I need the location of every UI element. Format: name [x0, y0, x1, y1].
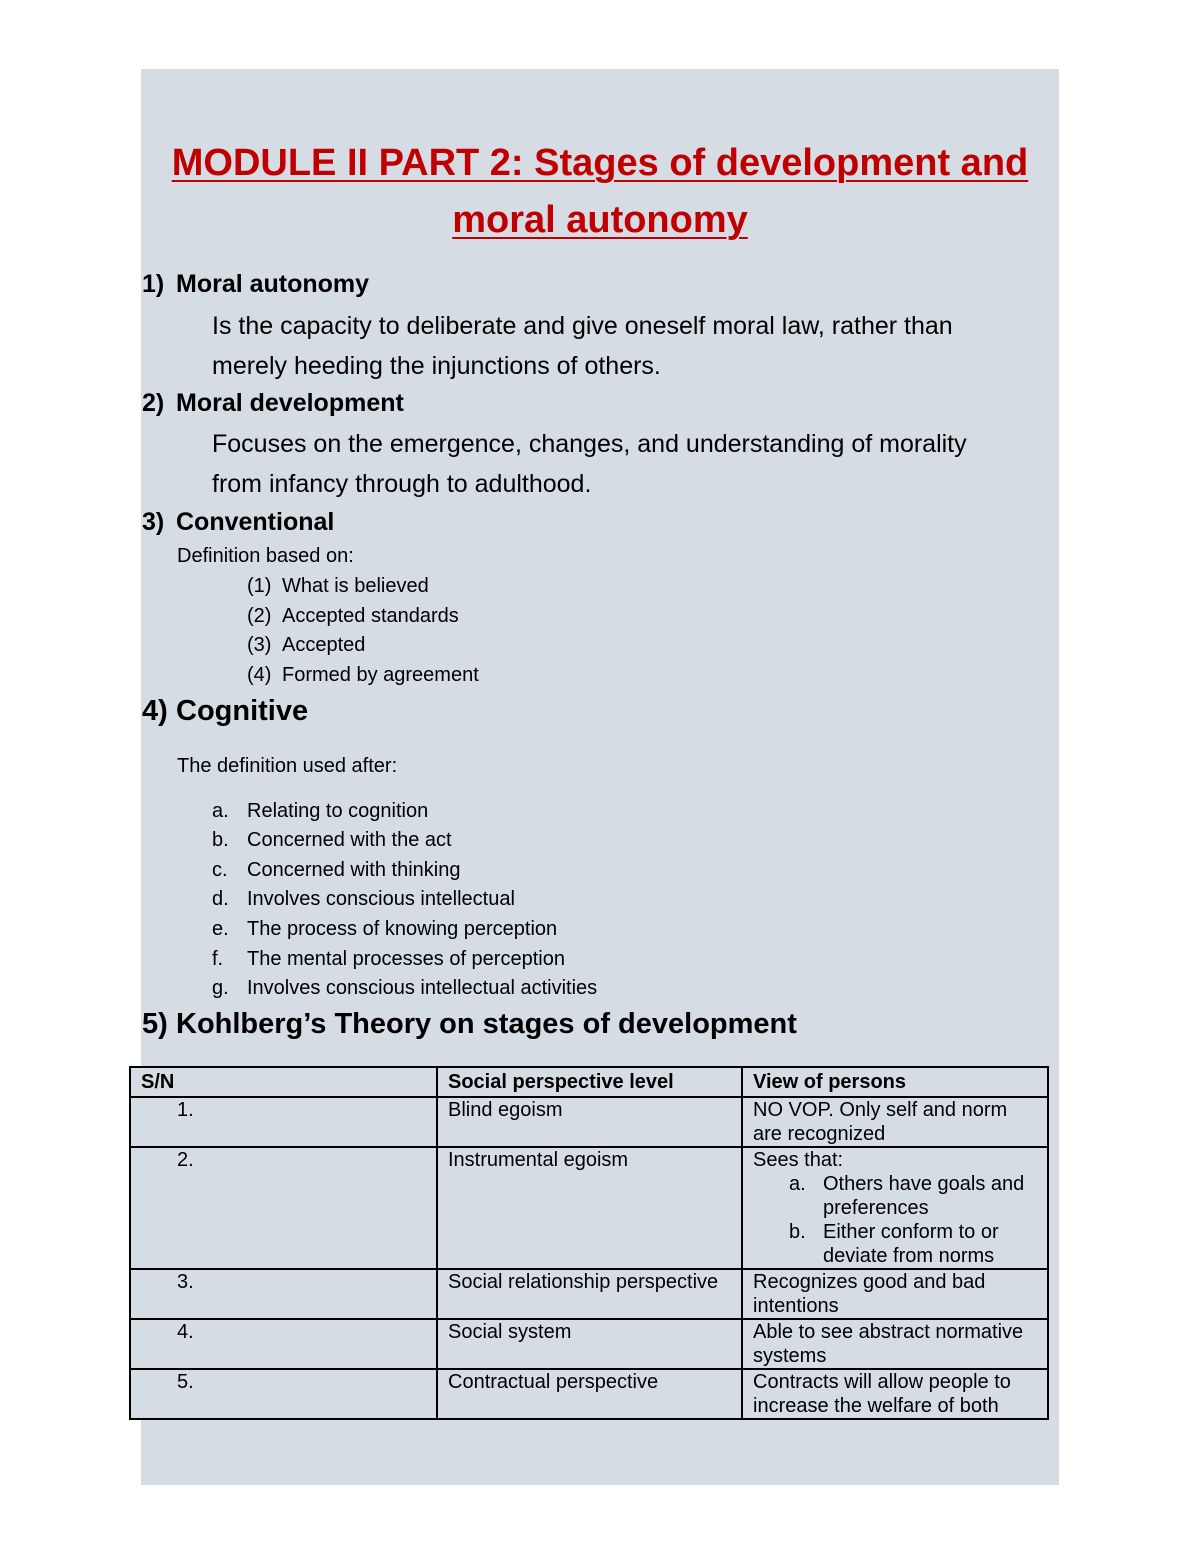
- section-1-heading: [142, 270, 369, 299]
- section-4-heading: [142, 695, 308, 728]
- list-item: (4) Formed by agreement: [247, 664, 479, 686]
- section-4-intro: The definition used after:: [177, 755, 398, 777]
- text-line: merely heeding the injunctions of others.: [212, 351, 661, 380]
- list-item: (2) Accepted standards: [247, 605, 459, 627]
- table-row: [130, 1269, 1048, 1319]
- cell-level: Blind egoism: [437, 1097, 742, 1147]
- cell-level: Contractual perspective: [437, 1369, 742, 1419]
- section-title: Moral development: [176, 389, 404, 417]
- list-item: b. Concerned with the act: [212, 829, 452, 851]
- page-title: [0, 135, 1200, 249]
- list-item: a. Relating to cognition: [212, 800, 429, 822]
- section-number: 2): [142, 389, 165, 417]
- table-row: [130, 1369, 1048, 1419]
- title-line-2: moral autonomy: [452, 199, 748, 241]
- table-row: [130, 1147, 1048, 1269]
- text-line: Focuses on the emergence, changes, and understanding of morality: [212, 430, 967, 458]
- cell-level: Instrumental egoism: [437, 1147, 742, 1269]
- list-item: g. Involves conscious intellectual activities: [212, 977, 598, 999]
- list-item: f. The mental processes of perception: [212, 948, 565, 970]
- section-2-heading: [142, 389, 404, 418]
- cell-view: [742, 1147, 1048, 1269]
- text-line: Is the capacity to deliberate and give oneself moral law, rather than: [212, 312, 953, 340]
- kohlberg-table: [129, 1066, 1049, 1420]
- section-3-intro: Definition based on:: [177, 545, 354, 567]
- section-title: Moral autonomy: [176, 270, 370, 298]
- table-header-row: [130, 1067, 1048, 1097]
- cell-sn: 1.: [130, 1097, 437, 1147]
- cell-view: Recognizes good and bad intentions: [742, 1269, 1048, 1319]
- header-level: Social perspective level: [437, 1067, 742, 1097]
- header-view: View of persons: [742, 1067, 1048, 1097]
- section-2-text: [212, 425, 967, 504]
- view-sub-item: a. Others have goals and preferences: [789, 1173, 1025, 1219]
- cell-sn: 3.: [130, 1269, 437, 1319]
- section-title: Kohlberg’s Theory on stages of development: [176, 1008, 797, 1040]
- list-item: c. Concerned with thinking: [212, 859, 461, 881]
- section-3-heading: [142, 508, 334, 537]
- section-title: Conventional: [176, 508, 335, 536]
- cell-view: Able to see abstract normative systems: [742, 1319, 1048, 1369]
- view-intro: Sees that:: [753, 1149, 844, 1171]
- cell-sn: 4.: [130, 1319, 437, 1369]
- cell-view: NO VOP. Only self and norm are recognized: [742, 1097, 1048, 1147]
- cell-level: Social relationship perspective: [437, 1269, 742, 1319]
- section-number: 5): [142, 1008, 168, 1040]
- table-row: [130, 1319, 1048, 1369]
- section-number: 1): [142, 270, 165, 298]
- list-item: d. Involves conscious intellectual: [212, 888, 515, 910]
- cell-view: Contracts will allow people to increase the welfare of both: [742, 1369, 1048, 1419]
- section-number: 3): [142, 508, 165, 536]
- section-5-heading: [142, 1008, 797, 1041]
- section-number: 4): [142, 695, 168, 727]
- header-sn: S/N: [130, 1067, 437, 1097]
- cell-sn: 2.: [130, 1147, 437, 1269]
- title-line-1: MODULE II PART 2: Stages of development and: [171, 142, 1029, 184]
- list-item: e. The process of knowing perception: [212, 918, 558, 940]
- text-line: from infancy through to adulthood.: [212, 469, 592, 498]
- list-item: (3) Accepted: [247, 634, 366, 656]
- list-item: (1) What is believed: [247, 575, 429, 597]
- section-1-text: [212, 307, 953, 386]
- table-row: [130, 1097, 1048, 1147]
- cell-level: Social system: [437, 1319, 742, 1369]
- cell-sn: 5.: [130, 1369, 437, 1419]
- view-sub-item: b. Either conform to or deviate from norms: [789, 1221, 999, 1267]
- section-title: Cognitive: [176, 695, 309, 727]
